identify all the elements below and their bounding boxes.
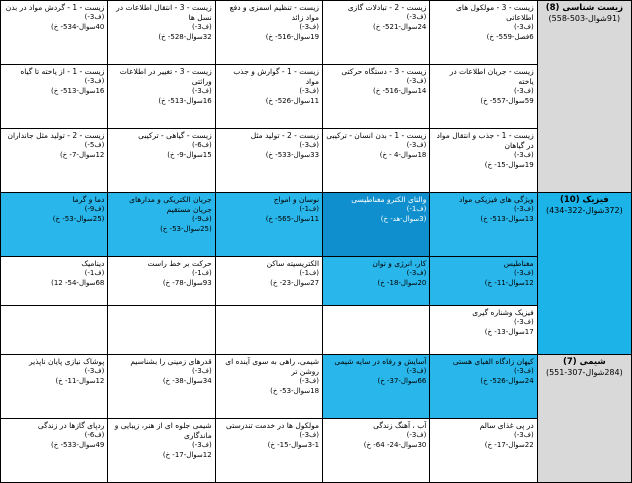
topic-count: 16سوال-513- خ): [158, 96, 212, 105]
topic-meta: (ف3-): [406, 367, 427, 376]
topic-count: 3-1سوال-15- خ): [267, 440, 320, 449]
topic-meta: (ف9-): [191, 215, 212, 224]
empty-cell: [215, 305, 322, 354]
topic-title: پوشاک نیازی پایان ناپذیر: [28, 356, 105, 366]
topic-count: 12سوال-7- خ): [59, 150, 105, 159]
topic-meta: (ف3-): [191, 87, 212, 96]
topic-meta: (ف3-): [299, 87, 320, 96]
table-row: [1, 257, 632, 306]
topic-cell[interactable]: [430, 1, 537, 65]
subject-name: فیزیک (10): [559, 195, 609, 205]
topic-meta: (ف6-): [84, 431, 105, 440]
topic-meta: (ف3-): [406, 431, 427, 440]
topic-count: 93سوال-78- خ): [162, 278, 212, 287]
topic-title: فیزیک وشناره گیری: [472, 307, 534, 317]
topic-meta: (ف3-): [513, 23, 534, 32]
topic-count: 32سوال-528- خ): [158, 32, 212, 41]
topic-title: نوسان و امواج: [273, 195, 320, 204]
topic-meta: (ف3-): [406, 269, 427, 278]
topic-title: حرکت بر خط راست: [147, 259, 212, 268]
topic-title: الکتریسیته ساکن: [266, 259, 320, 268]
subject-code: (284شوال-307-551): [545, 368, 623, 378]
topic-count: 13سوال-513- خ): [480, 214, 534, 223]
topic-meta: (ف3-): [513, 269, 534, 278]
topic-cell[interactable]: [1, 257, 108, 306]
topic-count: 18سوال-4 - خ): [379, 150, 427, 159]
topic-title: زیست - 1 - گردش مواد در بدن: [5, 3, 105, 12]
topic-cell[interactable]: [215, 418, 322, 482]
topic-title: ردپای گازها در زندگی: [37, 420, 105, 430]
topic-title: زیست - 2 - تولید مثل: [250, 131, 320, 140]
topic-meta: (ف3-): [406, 141, 427, 150]
topic-title: زیست - 2 - تولید مثل جانداران: [7, 131, 105, 140]
topic-meta: (ف3-): [299, 431, 320, 440]
topic-cell[interactable]: [323, 257, 430, 306]
topic-title: زیست - 3 - تغییر در اطلاعات وراثتی: [119, 67, 212, 87]
topic-title: شیمی جلوه ای از هنر، زیبایی و ماندگاری: [114, 420, 212, 441]
topic-count: 19سوال-516- خ): [265, 32, 320, 41]
table-row: [1, 65, 632, 129]
table-row: [1, 1, 632, 65]
topic-title: قدرهای زمینی را بشناسیم: [130, 356, 212, 366]
topic-cell[interactable]: [323, 1, 430, 65]
topic-title: زیست - 3 - انتقال اطلاعات در نسل ها: [116, 3, 212, 23]
topic-title: زیست - 1 - جذب و انتقال مواد در گیاهان: [436, 131, 534, 151]
topic-cell[interactable]: [430, 193, 537, 257]
topic-cell[interactable]: [215, 129, 322, 193]
topic-cell[interactable]: [215, 1, 322, 65]
empty-cell: [1, 305, 108, 354]
topic-count: 14سوال-516- خ): [373, 86, 427, 95]
topic-meta: (ف9-): [84, 205, 105, 214]
topic-meta: (ف3-): [299, 23, 320, 32]
topic-count: 66سوال-37- خ): [377, 376, 427, 385]
topic-count: 12سوال-11- خ): [55, 376, 105, 385]
topic-cell[interactable]: [430, 305, 537, 354]
topic-meta: (ف3-): [513, 367, 534, 376]
topic-meta: (ف3-): [191, 441, 212, 450]
topic-cell[interactable]: [108, 257, 215, 306]
topic-meta: (ف5-): [84, 141, 105, 150]
topic-cell[interactable]: [1, 65, 108, 129]
table-row: [1, 193, 632, 257]
topic-count: (25سوال-53- خ): [52, 214, 105, 223]
topic-count: 11سوال-565- خ): [265, 214, 320, 223]
topic-meta: (ف3-): [513, 205, 534, 214]
topic-count: 68سوال-54- 12): [51, 278, 105, 287]
topic-count: 24سوال-526- خ): [480, 376, 534, 385]
topic-cell[interactable]: [323, 129, 430, 193]
topic-count: 12سوال-17- خ): [162, 450, 212, 459]
topic-count: 18سوال-53- خ): [270, 386, 320, 395]
topic-count: 19سوال-15- خ): [484, 160, 534, 169]
subject-code: (372شوال-322-434): [545, 206, 623, 216]
topic-count: (25سوال-53- خ): [160, 224, 212, 233]
topic-title: کیهان زادگاه الفبای هستی: [452, 356, 534, 366]
topic-cell[interactable]: [323, 418, 430, 482]
topic-meta: (ف1-): [84, 269, 105, 278]
topic-cell[interactable]: [1, 354, 108, 418]
topic-title: دما و گرما: [72, 195, 105, 204]
topic-count: 59سوال-557- خ): [480, 96, 534, 105]
subject-name: شیمی (7): [562, 356, 606, 367]
topic-cell[interactable]: [430, 129, 537, 193]
topic-count: 20سوال-18- خ): [377, 278, 427, 287]
topic-title: زیست - 2 - تبادلات گازی: [347, 3, 427, 12]
topic-count: 6فصل-559- خ): [486, 32, 534, 41]
topic-meta: (ف3-): [84, 367, 105, 376]
topic-title: مولکول ها در خدمت تندرستی: [226, 420, 320, 430]
topic-meta: (ف3-): [191, 367, 212, 376]
topic-count: 49سوال-533- خ): [51, 440, 105, 449]
table-row: [1, 418, 632, 482]
topic-title: زیست - تنظیم اسمزی و دفع مواد زائد: [229, 3, 320, 23]
topic-meta: (ف3-): [406, 77, 427, 86]
topic-title: زیست - 1 - بدن انسان - ترکیبی: [326, 131, 427, 140]
topic-cell[interactable]: [215, 257, 322, 306]
topic-meta: (ف3-): [299, 141, 320, 150]
topic-cell[interactable]: [323, 354, 430, 418]
subject-name: زیست شناسی (8): [545, 3, 624, 13]
empty-cell: [108, 305, 215, 354]
topic-cell[interactable]: [215, 354, 322, 418]
topic-meta: (ف3-): [513, 151, 534, 160]
subject-code: (91شوال-503-558): [548, 14, 621, 24]
topic-title: زیست - 3 - مولکول های اطلاعاتی: [456, 3, 534, 23]
topic-meta: (ف1-): [191, 269, 212, 278]
topic-count: 17سوال-13- خ): [484, 327, 534, 336]
topic-count: 34سوال-38- خ): [162, 376, 212, 385]
topic-count: 16سوال-513- خ): [51, 86, 105, 95]
topic-count: 27سوال-23- خ): [270, 278, 320, 287]
topic-meta: (ف1-): [299, 205, 320, 214]
topic-title: زیست - 3 - دستگاه حرکتی: [341, 67, 427, 76]
topic-cell[interactable]: [108, 354, 215, 418]
topic-meta: (ف3-): [513, 87, 534, 96]
topic-title: جریان الکتریکی و مدارهای جریان مستقیم: [129, 195, 212, 215]
subject-physics: [537, 193, 631, 355]
topic-cell[interactable]: [430, 418, 537, 482]
subject-chemistry: [537, 354, 631, 482]
topic-cell[interactable]: [1, 193, 108, 257]
topic-cell[interactable]: [108, 418, 215, 482]
topic-cell[interactable]: [108, 1, 215, 65]
topic-cell[interactable]: [1, 418, 108, 482]
topic-meta: (ف3-): [406, 13, 427, 22]
empty-cell: [323, 305, 430, 354]
topic-count: 30سوال-24- 64- خ): [363, 440, 427, 449]
topic-title: مغناطیس: [503, 259, 534, 268]
topic-count: 15سوال-9- خ): [167, 150, 212, 159]
topic-cell[interactable]: [323, 65, 430, 129]
topic-meta: (ف6-): [191, 141, 212, 150]
topic-meta: (ف3-): [513, 431, 534, 440]
table-row: [1, 354, 632, 418]
topic-title: ویژگی های فیزیکی مواد: [458, 195, 534, 204]
topic-cell[interactable]: [430, 65, 537, 129]
topic-meta: (ف3-): [513, 318, 534, 327]
topic-cell[interactable]: [430, 354, 537, 418]
topic-cell[interactable]: [215, 193, 322, 257]
topic-meta: (ف3-): [191, 23, 212, 32]
table-row: [1, 129, 632, 193]
topic-meta: (ف3-): [84, 77, 105, 86]
topic-title: زیست - جریان اطلاعات در یاخته: [449, 67, 534, 87]
topic-title: آسایش و رفاه در سایه شیمی: [334, 356, 427, 366]
topic-count: 22سوال-17- خ): [484, 440, 534, 449]
topic-cell[interactable]: [108, 129, 215, 193]
topic-title: در پی غذای سالم: [479, 420, 534, 430]
topic-cell[interactable]: [1, 1, 108, 65]
table-row: [1, 305, 632, 354]
topic-count: (3سوال-هد- خ): [380, 214, 427, 223]
topic-count: 12سوال-11- خ): [484, 278, 534, 287]
topic-cell[interactable]: [323, 193, 430, 257]
topic-title: زیست - 1 - گوارش و جذب مواد: [233, 67, 320, 87]
topic-meta: (ف1-): [406, 205, 427, 214]
topic-count: 24سوال-521- خ): [373, 22, 427, 31]
topic-cell[interactable]: [215, 65, 322, 129]
subject-biology: [537, 1, 631, 193]
topic-cell[interactable]: [1, 129, 108, 193]
topic-title: والتای الکترو مغناطیسی: [351, 195, 427, 204]
topic-cell[interactable]: [108, 65, 215, 129]
topic-cell[interactable]: [430, 257, 537, 306]
topic-title: کار، انرژی و توان: [372, 259, 427, 268]
topic-title: آب ، آهنگ زندگی: [373, 420, 427, 430]
topic-title: زیست - گیاهی - ترکیبی: [138, 131, 212, 140]
topic-title: شیمی، راهی به سوی آینده ای روشن تر: [225, 356, 320, 377]
topic-count: 11سوال-526- خ): [265, 96, 320, 105]
topic-meta: (ف3-): [299, 377, 320, 386]
topic-title: دینامیک: [81, 259, 105, 268]
table-body: [1, 1, 632, 483]
topic-count: 40سوال-534- خ): [51, 22, 105, 31]
topic-count: 33سوال-533- خ): [265, 150, 320, 159]
topic-cell[interactable]: [108, 193, 215, 257]
topic-meta: (ف1-): [299, 269, 320, 278]
topic-meta: (ف3-): [84, 13, 105, 22]
topic-title: زیست - 1 - از یاخته تا گیاه: [20, 67, 105, 76]
